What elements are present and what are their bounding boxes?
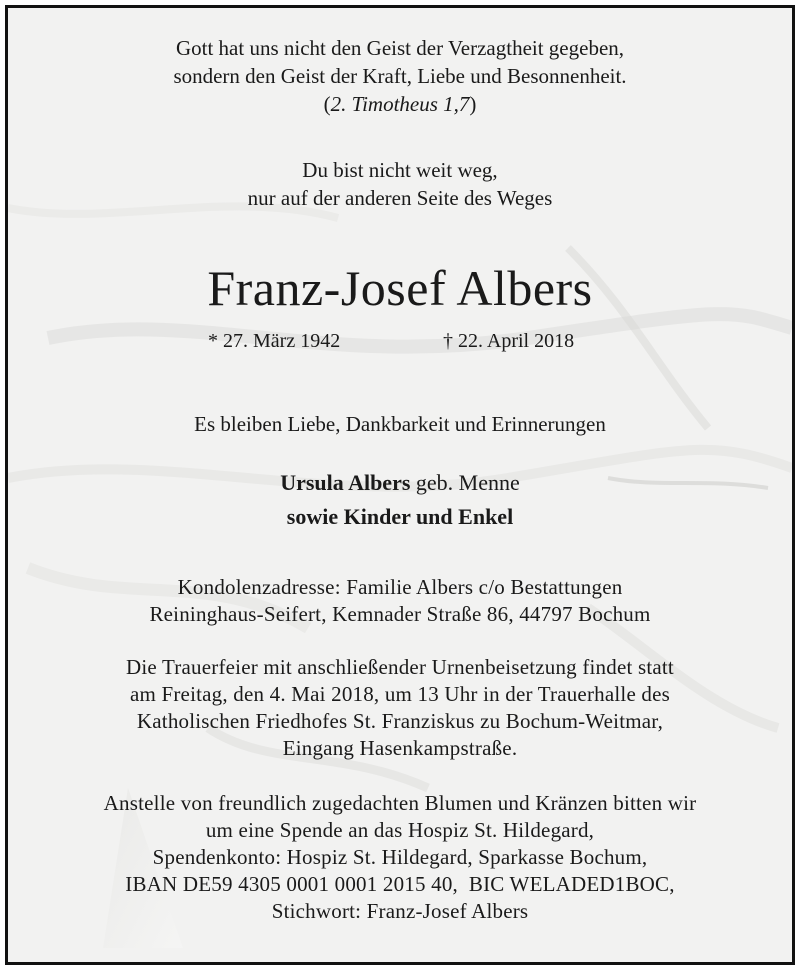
condolence-address — [8, 574, 792, 628]
donation-line-1: Anstelle von freundlich zugedachten Blumen und Kränzen bitten wir — [103, 791, 697, 815]
verse-ref-open: ( — [323, 92, 331, 116]
mourner-name-line — [8, 466, 792, 500]
donation-line-2: um eine Spende an das Hospiz St. Hildegard, — [205, 818, 595, 842]
mourner-family — [8, 500, 792, 534]
service-line-3: Katholischen Friedhofes St. Franziskus zu Bochum-Weitmar, — [136, 709, 664, 733]
service-line-2: am Freitag, den 4. Mai 2018, um 13 Uhr in der Trauerhalle des — [129, 682, 671, 706]
verse-line-1: Gott hat uns nicht den Geist der Verzagtheit gegeben, — [175, 36, 625, 60]
service-line-1: Die Trauerfeier mit anschließender Urnenbeisetzung findet statt — [126, 655, 674, 679]
donation-iban-line: IBAN DE59 4305 0001 0001 2015 40, BIC WELADED1BOC, — [125, 872, 675, 896]
verse-reference-line — [8, 90, 792, 118]
verse-line-2: sondern den Geist der Kraft, Liebe und Besonnenheit. — [173, 64, 627, 88]
donation-info — [8, 790, 792, 925]
death-date: † 22. April 2018 — [443, 330, 575, 352]
obituary-notice — [5, 5, 795, 965]
mourner-maiden-name: geb. Menne — [410, 470, 520, 495]
service-line-4: Eingang Hasenkampstraße. — [282, 736, 518, 760]
bible-verse — [8, 34, 792, 118]
mourners — [8, 466, 792, 534]
poem-line-1: Du bist nicht weit weg, — [302, 158, 498, 182]
verse-ref-close: ) — [469, 92, 477, 116]
poem — [8, 156, 792, 212]
donation-keyword-line: Stichwort: Franz-Josef Albers — [271, 899, 529, 923]
birth-date: * 27. März 1942 — [208, 330, 341, 352]
condolence-line-2: Reininghaus-Seifert, Kemnader Straße 86, 44797 Bochum — [149, 602, 651, 626]
mourner-family-text: sowie Kinder und Enkel — [286, 504, 514, 529]
condolence-line-1: Kondolenzadresse: Familie Albers c/o Bestattungen — [177, 575, 623, 599]
funeral-service-info — [8, 654, 792, 762]
deceased-name: Franz-Josef Albers — [207, 260, 593, 316]
donation-line-3: Spendenkonto: Hospiz St. Hildegard, Sparkasse Bochum, — [152, 845, 648, 869]
poem-line-2: nur auf der anderen Seite des Weges — [247, 186, 553, 210]
remain-text: Es bleiben Liebe, Dankbarkeit und Erinnerungen — [194, 412, 606, 436]
verse-reference: 2. Timotheus 1,7 — [330, 92, 470, 116]
mourner-name: Ursula Albers — [280, 470, 411, 495]
